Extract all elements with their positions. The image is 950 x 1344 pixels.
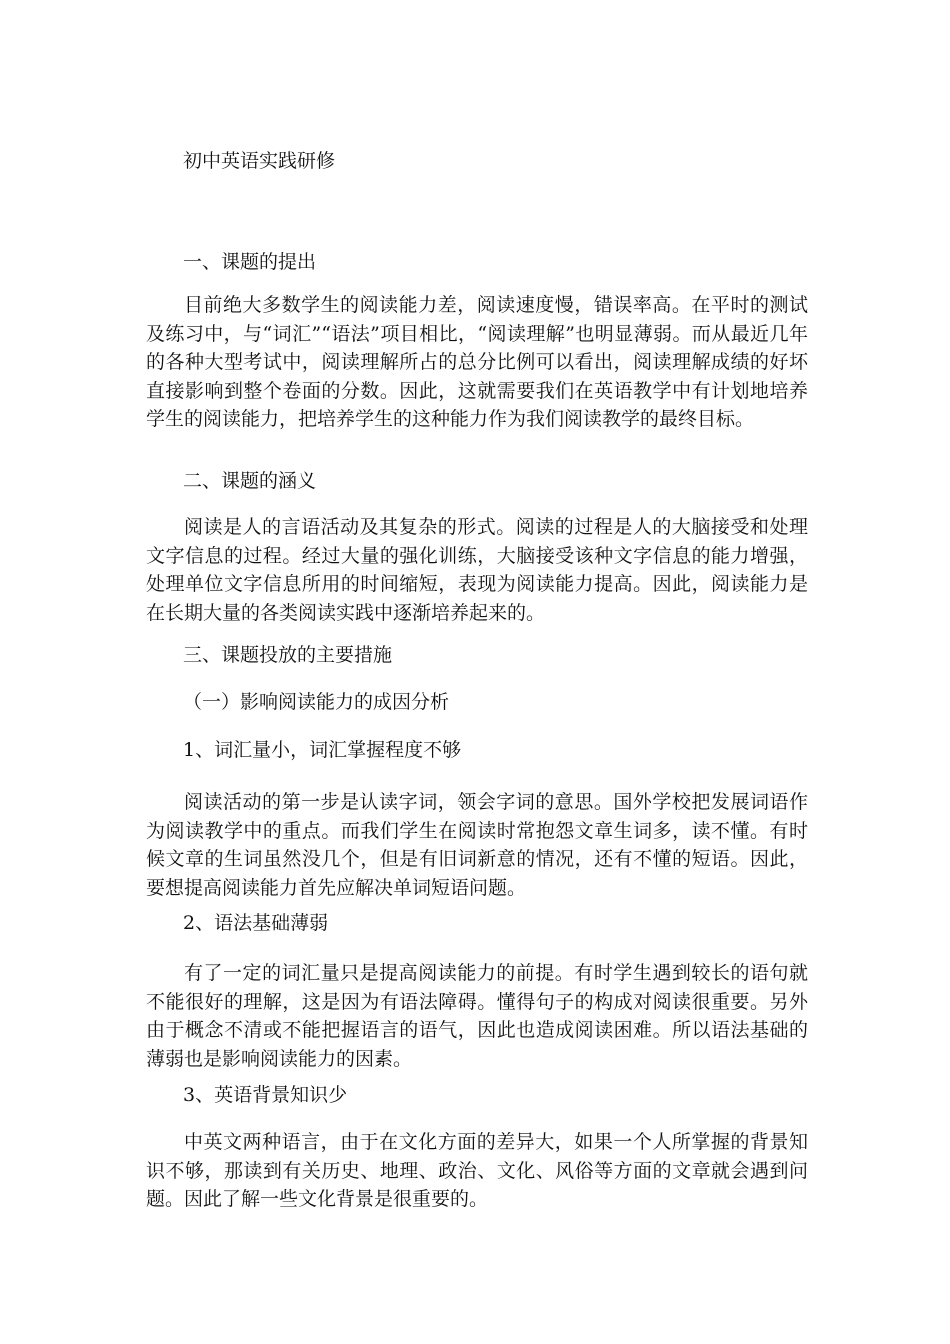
section-heading-3-1: （一）影响阅读能力的成因分析 <box>183 691 450 713</box>
section-paragraph-3-1-1: 阅读活动的第一步是认读字词，领会字词的意思。国外学校把发展词语作为阅读教学中的重点。而我们学生在阅读时常抱怨文章生词多，读不懂。有时候文章的生词虽然没几个，但是有旧词新意的情况，还有不懂的短语。因此，要想提高阅读能力首先应解决单词短语问题。 <box>146 791 808 899</box>
section-heading-3-1-3: 3、英语背景知识少 <box>183 1084 348 1106</box>
section-paragraph-3-1-3: 中英文两种语言，由于在文化方面的差异大，如果一个人所掌握的背景知识不够，那读到有关历史、地理、政治、文化、风俗等方面的文章就会遇到问题。因此了解一些文化背景是很重要的。 <box>146 1131 808 1211</box>
section-heading-1: 一、课题的提出 <box>183 251 317 273</box>
section-heading-3-1-2: 2、语法基础薄弱 <box>183 912 329 934</box>
document-title: 初中英语实践研修 <box>183 150 336 172</box>
section-heading-3-1-1: 1、词汇量小，词汇掌握程度不够 <box>183 739 462 761</box>
section-paragraph-1: 目前绝大多数学生的阅读能力差，阅读速度慢，错误率高。在平时的测试及练习中，与“词汇”“语法”项目相比，“阅读理解”也明显薄弱。而从最近几年的各种大型考试中，阅读理解所占的总分比例可以看出，阅读理解成绩的好坏直接影响到整个卷面的分数。因此，这就需要我们在英语教学中有计划地培养学生的阅读能力，把培养学生的这种能力作为我们阅读教学的最终目标。 <box>146 294 808 431</box>
section-heading-3: 三、课题投放的主要措施 <box>183 644 393 666</box>
section-paragraph-2: 阅读是人的言语活动及其复杂的形式。阅读的过程是人的大脑接受和处理文字信息的过程。经过大量的强化训练，大脑接受该种文字信息的能力增强，处理单位文字信息所用的时间缩短，表现为阅读能力提高。因此，阅读能力是在长期大量的各类阅读实践中逐渐培养起来的。 <box>146 516 808 624</box>
section-paragraph-3-1-2: 有了一定的词汇量只是提高阅读能力的前提。有时学生遇到较长的语句就不能很好的理解，这是因为有语法障碍。懂得句子的构成对阅读很重要。另外由于概念不清或不能把握语言的语气，因此也造成阅读困难。所以语法基础的薄弱也是影响阅读能力的因素。 <box>146 962 808 1070</box>
section-heading-2: 二、课题的涵义 <box>183 470 317 492</box>
